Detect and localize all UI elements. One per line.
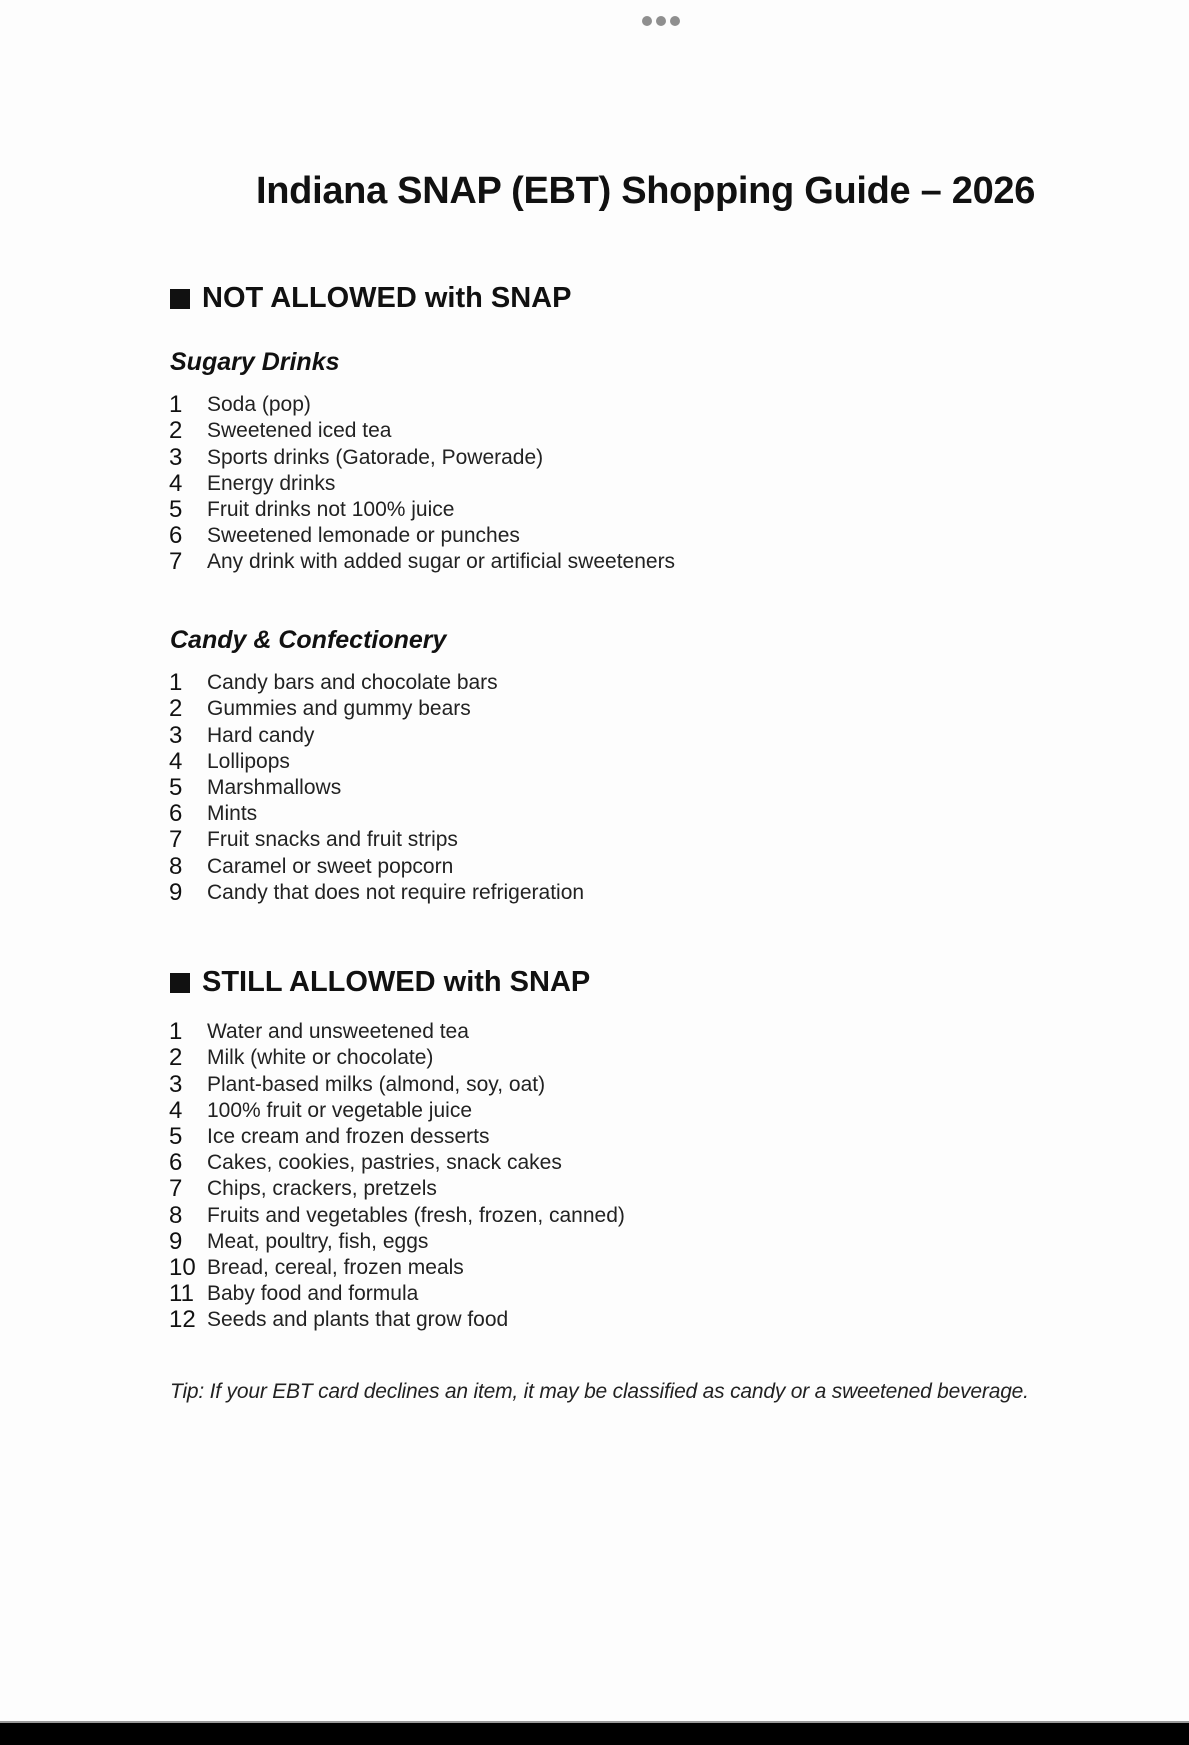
item-number: 6 [169, 1149, 183, 1177]
item-number: 6 [169, 800, 183, 828]
item-number: 5 [169, 773, 183, 801]
item-number: 3 [169, 721, 183, 749]
sugary-drinks-list [168, 391, 675, 574]
list-item [168, 800, 584, 826]
list-item [168, 391, 675, 417]
candy-list [168, 669, 584, 905]
list-item [168, 748, 584, 774]
list-item [168, 695, 584, 721]
list-item [168, 1280, 625, 1306]
not-allowed-heading [170, 282, 571, 315]
list-item [168, 417, 675, 443]
list-item [168, 522, 675, 548]
list-item [168, 879, 584, 905]
item-number: 4 [169, 1096, 183, 1124]
item-text: Lollipops [207, 749, 290, 773]
item-number: 11 [169, 1280, 194, 1308]
item-text: Bread, cereal, frozen meals [207, 1255, 464, 1279]
list-item [168, 1070, 625, 1096]
item-number: 7 [169, 1175, 183, 1203]
item-number: 1 [169, 1018, 183, 1046]
item-text: Hard candy [207, 723, 315, 747]
item-number: 2 [169, 695, 183, 723]
item-number: 6 [169, 522, 183, 550]
item-number: 4 [169, 469, 183, 497]
list-item [168, 1044, 625, 1070]
item-text: Milk (white or chocolate) [207, 1046, 434, 1070]
black-square-icon [170, 289, 190, 309]
item-text: Sweetened lemonade or punches [207, 524, 520, 548]
item-number: 8 [169, 852, 183, 880]
item-text: Fruit snacks and fruit strips [207, 828, 458, 852]
list-item [168, 1018, 625, 1044]
item-number: 3 [169, 1070, 183, 1098]
item-number: 8 [169, 1201, 183, 1229]
list-item [168, 721, 584, 747]
not-allowed-heading-text: NOT ALLOWED with SNAP [202, 282, 572, 314]
list-item [168, 496, 675, 522]
item-text: Meat, poultry, fish, eggs [207, 1229, 429, 1253]
category-heading-candy: Candy & Confectionery [170, 626, 447, 654]
item-number: 12 [169, 1306, 196, 1334]
item-text: Fruit drinks not 100% juice [207, 497, 455, 521]
list-item [168, 826, 584, 852]
list-item [168, 1149, 625, 1175]
item-text: Ice cream and frozen desserts [207, 1124, 490, 1148]
item-number: 2 [169, 417, 183, 445]
item-text: Plant-based milks (almond, soy, oat) [207, 1072, 546, 1096]
list-item [168, 1306, 625, 1332]
item-number: 9 [169, 1227, 183, 1255]
item-text: Candy bars and chocolate bars [207, 671, 498, 695]
item-text: Seeds and plants that grow food [207, 1308, 509, 1332]
list-item [168, 443, 675, 469]
item-text: Marshmallows [207, 775, 342, 799]
dot [656, 16, 666, 26]
item-text: Cakes, cookies, pastries, snack cakes [207, 1151, 562, 1175]
list-item [168, 852, 584, 878]
bottom-bar [0, 1721, 1189, 1745]
more-options-icon[interactable] [642, 16, 680, 26]
item-text: Soda (pop) [207, 393, 311, 417]
item-number: 4 [169, 747, 183, 775]
list-item [168, 774, 584, 800]
list-item [168, 1228, 625, 1254]
black-square-icon [170, 973, 190, 993]
document-title: Indiana SNAP (EBT) Shopping Guide – 2026 [256, 170, 1036, 212]
item-text: Baby food and formula [207, 1282, 419, 1306]
item-text: Sweetened iced tea [207, 419, 392, 443]
item-number: 5 [169, 495, 183, 523]
list-item [168, 669, 584, 695]
list-item [168, 1097, 625, 1123]
list-item [168, 1254, 625, 1280]
item-text: Candy that does not require refrigeration [207, 880, 585, 904]
item-text: Any drink with added sugar or artificial sweeteners [207, 550, 676, 574]
still-allowed-heading-text: STILL ALLOWED with SNAP [202, 966, 591, 998]
item-text: Sports drinks (Gatorade, Powerade) [207, 445, 544, 469]
item-number: 1 [169, 391, 183, 419]
list-item [168, 1175, 625, 1201]
list-item [168, 1123, 625, 1149]
dot [670, 16, 680, 26]
item-text: Gummies and gummy bears [207, 697, 471, 721]
item-text: Water and unsweetened tea [207, 1020, 469, 1044]
item-number: 7 [169, 548, 183, 576]
item-number: 3 [169, 443, 183, 471]
item-text: Mints [207, 802, 258, 826]
item-number: 1 [169, 669, 183, 697]
list-item [168, 1201, 625, 1227]
still-allowed-list [168, 1018, 625, 1332]
item-number: 5 [169, 1122, 183, 1150]
list-item [168, 470, 675, 496]
item-number: 2 [169, 1044, 183, 1072]
item-text: Chips, crackers, pretzels [207, 1177, 437, 1201]
item-number: 9 [169, 878, 183, 906]
item-text: Energy drinks [207, 471, 336, 495]
item-number: 10 [169, 1253, 196, 1281]
category-heading-sugary-drinks: Sugary Drinks [170, 348, 340, 376]
item-number: 7 [169, 826, 183, 854]
item-text: Caramel or sweet popcorn [207, 854, 454, 878]
item-text: Fruits and vegetables (fresh, frozen, canned) [207, 1203, 625, 1227]
tip-note: Tip: If your EBT card declines an item, it may be classified as candy or a sweetened beverage. [170, 1380, 1029, 1403]
list-item [168, 548, 675, 574]
item-text: 100% fruit or vegetable juice [207, 1098, 472, 1122]
still-allowed-heading [170, 966, 590, 999]
dot [642, 16, 652, 26]
